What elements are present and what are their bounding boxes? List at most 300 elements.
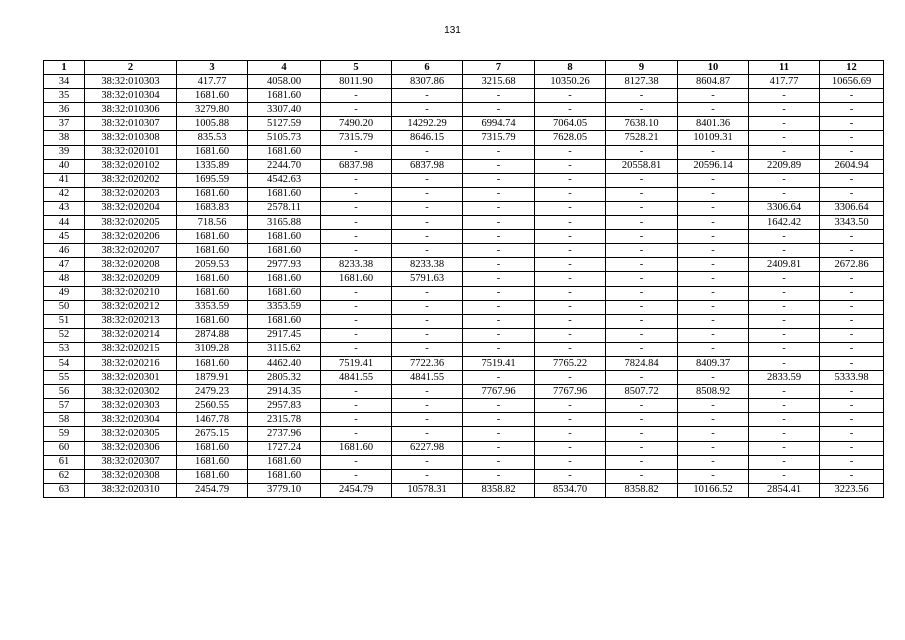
table-cell: -	[392, 469, 463, 483]
table-row	[44, 187, 884, 201]
table-cell: 2874.88	[177, 328, 248, 342]
table-cell: -	[463, 300, 535, 314]
table-cell: -	[463, 230, 535, 244]
table-cell: -	[678, 216, 749, 230]
table-row	[44, 356, 884, 370]
table-cell: -	[463, 187, 535, 201]
table-cell: 61	[44, 455, 85, 469]
table-cell: 40	[44, 159, 85, 173]
table-row	[44, 399, 884, 413]
table-cell: 3279.80	[177, 103, 248, 117]
table-cell: 8401.36	[678, 117, 749, 131]
table-cell: -	[820, 89, 884, 103]
table-cell: 7824.84	[606, 356, 678, 370]
table-cell: -	[749, 427, 820, 441]
table-cell: 1681.60	[177, 272, 248, 286]
table-cell: 1681.60	[248, 272, 321, 286]
table-cell: 55	[44, 371, 85, 385]
table-cell: 50	[44, 300, 85, 314]
table-cell: 2409.81	[749, 258, 820, 272]
column-header: 4	[248, 61, 321, 75]
table-cell: 3109.28	[177, 342, 248, 356]
table-cell: 38:32:020305	[85, 427, 177, 441]
table-cell: -	[820, 173, 884, 187]
table-cell: -	[820, 427, 884, 441]
table-cell: -	[606, 230, 678, 244]
table-cell: -	[678, 441, 749, 455]
table-cell: -	[535, 413, 606, 427]
table-cell: -	[606, 427, 678, 441]
table-cell: -	[321, 216, 392, 230]
table-cell: 38:32:020206	[85, 230, 177, 244]
table-cell: 1681.60	[248, 145, 321, 159]
table-cell: 38	[44, 131, 85, 145]
table-cell: -	[749, 342, 820, 356]
table-cell: -	[678, 455, 749, 469]
table-cell: -	[820, 469, 884, 483]
table-cell: -	[678, 427, 749, 441]
table-row	[44, 103, 884, 117]
table-cell: -	[678, 469, 749, 483]
table-cell: -	[606, 201, 678, 215]
table-cell: 38:32:020210	[85, 286, 177, 300]
table-cell: -	[321, 173, 392, 187]
table-cell: -	[678, 244, 749, 258]
table-cell: 4462.40	[248, 356, 321, 370]
table-cell: 2854.41	[749, 483, 820, 497]
table-row	[44, 216, 884, 230]
table-cell: 2737.96	[248, 427, 321, 441]
table-cell: 10166.52	[678, 483, 749, 497]
table-cell: 1879.91	[177, 371, 248, 385]
table-cell: 1642.42	[749, 216, 820, 230]
table-cell: 38:32:020303	[85, 399, 177, 413]
table-cell: 38:32:020301	[85, 371, 177, 385]
table-cell: -	[606, 244, 678, 258]
table-cell: 1681.60	[177, 286, 248, 300]
table-cell: 7528.21	[606, 131, 678, 145]
table-cell: 6227.98	[392, 441, 463, 455]
table-cell: -	[535, 230, 606, 244]
table-row	[44, 131, 884, 145]
table-cell: 1681.60	[177, 455, 248, 469]
table-cell: 2917.45	[248, 328, 321, 342]
table-cell: -	[535, 469, 606, 483]
table-cell: 2675.15	[177, 427, 248, 441]
table-row	[44, 117, 884, 131]
table-cell: 2560.55	[177, 399, 248, 413]
table-cell: -	[749, 441, 820, 455]
table-cell: -	[820, 230, 884, 244]
table-cell: 7519.41	[321, 356, 392, 370]
table-cell: -	[463, 371, 535, 385]
table-cell: 8508.92	[678, 385, 749, 399]
table-cell: 7315.79	[321, 131, 392, 145]
table-cell: 59	[44, 427, 85, 441]
table-cell: -	[463, 455, 535, 469]
table-cell: 10578.31	[392, 483, 463, 497]
column-header: 2	[85, 61, 177, 75]
table-cell: 8534.70	[535, 483, 606, 497]
table-cell: 7519.41	[463, 356, 535, 370]
column-header: 11	[749, 61, 820, 75]
table-cell: 1681.60	[248, 230, 321, 244]
table-cell: -	[463, 216, 535, 230]
table-cell: -	[678, 89, 749, 103]
table-cell: -	[321, 328, 392, 342]
table-cell: 7638.10	[606, 117, 678, 131]
table-cell: 3223.56	[820, 483, 884, 497]
table-cell: -	[535, 455, 606, 469]
table-cell: -	[820, 117, 884, 131]
table-cell: 38:32:020208	[85, 258, 177, 272]
table-cell: -	[463, 469, 535, 483]
table-cell: -	[535, 328, 606, 342]
table-row	[44, 201, 884, 215]
table-cell: -	[392, 187, 463, 201]
table-cell: -	[321, 427, 392, 441]
table-cell: 10656.69	[820, 75, 884, 89]
table-cell: 1335.89	[177, 159, 248, 173]
table-cell: 1681.60	[177, 89, 248, 103]
table-cell: 7315.79	[463, 131, 535, 145]
table-cell: -	[606, 469, 678, 483]
table-cell: 38:32:020310	[85, 483, 177, 497]
table-cell: -	[321, 230, 392, 244]
table-cell: -	[463, 413, 535, 427]
column-header: 10	[678, 61, 749, 75]
column-header: 8	[535, 61, 606, 75]
table-cell: -	[606, 272, 678, 286]
table-cell: -	[678, 371, 749, 385]
table-cell: 1681.60	[321, 441, 392, 455]
table-cell: 1681.60	[177, 230, 248, 244]
table-cell: 38:32:020308	[85, 469, 177, 483]
table-cell: 38:32:010308	[85, 131, 177, 145]
table-cell: -	[321, 201, 392, 215]
table-cell: 7722.36	[392, 356, 463, 370]
table-cell: -	[678, 201, 749, 215]
table-cell: -	[392, 427, 463, 441]
table-cell: 53	[44, 342, 85, 356]
table-cell: -	[463, 103, 535, 117]
table-cell: -	[463, 173, 535, 187]
table-row	[44, 413, 884, 427]
table-cell: -	[678, 272, 749, 286]
table-cell: -	[535, 89, 606, 103]
table-cell: -	[749, 173, 820, 187]
table-cell: 36	[44, 103, 85, 117]
table-cell: -	[463, 328, 535, 342]
table-cell: 1681.60	[321, 272, 392, 286]
column-header: 5	[321, 61, 392, 75]
table-cell: 8011.90	[321, 75, 392, 89]
table-row	[44, 145, 884, 159]
table-cell: -	[392, 455, 463, 469]
table-cell: 835.53	[177, 131, 248, 145]
table-row	[44, 300, 884, 314]
table-cell: -	[321, 399, 392, 413]
table-cell: 38:32:020207	[85, 244, 177, 258]
table-cell: 52	[44, 328, 85, 342]
table-cell: 3353.59	[177, 300, 248, 314]
table-cell: -	[820, 385, 884, 399]
table-cell: -	[820, 131, 884, 145]
table-cell: -	[535, 342, 606, 356]
column-header: 3	[177, 61, 248, 75]
table-cell: -	[606, 89, 678, 103]
table-cell: 1005.88	[177, 117, 248, 131]
table-cell: 38:32:010307	[85, 117, 177, 131]
table-cell: 60	[44, 441, 85, 455]
table-cell: 3306.64	[820, 201, 884, 215]
table-cell: -	[535, 427, 606, 441]
table-cell: -	[820, 187, 884, 201]
table-cell: 3165.88	[248, 216, 321, 230]
table-cell: 20596.14	[678, 159, 749, 173]
table-cell: -	[321, 342, 392, 356]
table-cell: 2059.53	[177, 258, 248, 272]
table-cell: 37	[44, 117, 85, 131]
column-header: 1	[44, 61, 85, 75]
table-cell: 62	[44, 469, 85, 483]
table-cell: 1681.60	[177, 145, 248, 159]
table-cell: 8507.72	[606, 385, 678, 399]
column-header: 7	[463, 61, 535, 75]
table-cell: -	[321, 89, 392, 103]
table-cell: 20558.81	[606, 159, 678, 173]
table-cell: -	[392, 103, 463, 117]
table-cell: -	[820, 145, 884, 159]
table-cell: -	[392, 413, 463, 427]
table-cell: 6837.98	[321, 159, 392, 173]
table-cell: -	[321, 103, 392, 117]
table-cell: 4841.55	[321, 371, 392, 385]
table-cell: 48	[44, 272, 85, 286]
table-cell: -	[392, 300, 463, 314]
table-row	[44, 173, 884, 187]
table-cell: -	[749, 286, 820, 300]
table-cell: -	[678, 300, 749, 314]
table-cell: 8307.86	[392, 75, 463, 89]
table-cell: 6837.98	[392, 159, 463, 173]
table-cell: 1683.83	[177, 201, 248, 215]
table-row	[44, 328, 884, 342]
table-cell: 38:32:020304	[85, 413, 177, 427]
table-cell: 417.77	[177, 75, 248, 89]
table-cell: 38:32:020204	[85, 201, 177, 215]
table-cell: 58	[44, 413, 85, 427]
table-cell: 47	[44, 258, 85, 272]
table-cell: -	[749, 272, 820, 286]
table-cell: 38:32:010303	[85, 75, 177, 89]
table-cell: 14292.29	[392, 117, 463, 131]
table-cell: -	[820, 399, 884, 413]
table-row	[44, 230, 884, 244]
table-cell: -	[463, 286, 535, 300]
table-cell: -	[463, 145, 535, 159]
table-cell: -	[535, 173, 606, 187]
table-cell: 417.77	[749, 75, 820, 89]
table-cell: 2454.79	[177, 483, 248, 497]
table-cell: -	[820, 300, 884, 314]
table-body	[44, 75, 884, 498]
table-cell: 5127.59	[248, 117, 321, 131]
table-cell: -	[321, 187, 392, 201]
table-cell: -	[678, 230, 749, 244]
table-cell: -	[678, 399, 749, 413]
table-cell: -	[463, 342, 535, 356]
table-cell: -	[321, 385, 392, 399]
table-cell: -	[678, 413, 749, 427]
table-cell: 38:32:020203	[85, 187, 177, 201]
table-cell: -	[606, 328, 678, 342]
table-cell: 1681.60	[248, 455, 321, 469]
table-cell: 2833.59	[749, 371, 820, 385]
table-cell: 1681.60	[177, 314, 248, 328]
table-cell: -	[749, 385, 820, 399]
table-cell: 2805.32	[248, 371, 321, 385]
table-cell: -	[678, 187, 749, 201]
table-cell: 8409.37	[678, 356, 749, 370]
table-row	[44, 469, 884, 483]
table-cell: 5105.73	[248, 131, 321, 145]
table-cell: 38:32:020101	[85, 145, 177, 159]
table-cell: -	[392, 328, 463, 342]
table-cell: -	[820, 314, 884, 328]
table-cell: -	[463, 272, 535, 286]
table-cell: -	[606, 314, 678, 328]
table-cell: 1681.60	[248, 314, 321, 328]
table-cell: 8358.82	[606, 483, 678, 497]
table-row	[44, 371, 884, 385]
table-cell: 45	[44, 230, 85, 244]
table-cell: -	[749, 314, 820, 328]
table-cell: 1681.60	[248, 286, 321, 300]
table-cell: 2977.93	[248, 258, 321, 272]
table-cell: -	[463, 258, 535, 272]
table-cell: 56	[44, 385, 85, 399]
table-cell: -	[535, 314, 606, 328]
table-cell: -	[321, 286, 392, 300]
table-cell: 1681.60	[248, 469, 321, 483]
table-cell: 38:32:010304	[85, 89, 177, 103]
table-cell: -	[321, 455, 392, 469]
table-cell: 57	[44, 399, 85, 413]
table-cell: -	[606, 216, 678, 230]
table-cell: 49	[44, 286, 85, 300]
table-row	[44, 286, 884, 300]
table-cell: 1695.59	[177, 173, 248, 187]
table-cell: -	[749, 356, 820, 370]
table-cell: 10109.31	[678, 131, 749, 145]
table-cell: 43	[44, 201, 85, 215]
table-cell: 4542.63	[248, 173, 321, 187]
table-cell: 8646.15	[392, 131, 463, 145]
table-cell: 3306.64	[749, 201, 820, 215]
table-cell: 38:32:020212	[85, 300, 177, 314]
table-row	[44, 455, 884, 469]
table-cell: 7064.05	[535, 117, 606, 131]
table-cell: -	[535, 103, 606, 117]
table-cell: -	[535, 258, 606, 272]
table-cell: -	[820, 286, 884, 300]
table-cell: 38:32:020307	[85, 455, 177, 469]
table-cell: 8127.38	[606, 75, 678, 89]
column-header: 9	[606, 61, 678, 75]
table-row	[44, 385, 884, 399]
table-cell: 1681.60	[177, 244, 248, 258]
table-cell: 7628.05	[535, 131, 606, 145]
table-cell: -	[678, 103, 749, 117]
table-cell: -	[321, 413, 392, 427]
table-cell: -	[321, 244, 392, 258]
table-cell: 3215.68	[463, 75, 535, 89]
table-cell: 8233.38	[321, 258, 392, 272]
table-cell: -	[749, 399, 820, 413]
table-cell: 38:32:020214	[85, 328, 177, 342]
table-cell: -	[392, 244, 463, 258]
table-cell: 1727.24	[248, 441, 321, 455]
table-row	[44, 159, 884, 173]
table-cell: -	[606, 258, 678, 272]
table-cell: -	[606, 342, 678, 356]
table-cell: 38:32:020306	[85, 441, 177, 455]
table-cell: 718.56	[177, 216, 248, 230]
table-cell: -	[321, 300, 392, 314]
table-cell: 3353.59	[248, 300, 321, 314]
table-cell: -	[535, 272, 606, 286]
table-cell: -	[392, 286, 463, 300]
table-cell: -	[820, 441, 884, 455]
table-cell: 1681.60	[177, 356, 248, 370]
table-cell: 54	[44, 356, 85, 370]
table-cell: -	[392, 342, 463, 356]
table-cell: -	[606, 413, 678, 427]
table-cell: -	[463, 399, 535, 413]
table-cell: 3307.40	[248, 103, 321, 117]
table-cell: 5333.98	[820, 371, 884, 385]
table-cell: 42	[44, 187, 85, 201]
table-cell: -	[535, 244, 606, 258]
table-cell: 3115.62	[248, 342, 321, 356]
table-cell: -	[535, 159, 606, 173]
table-cell: -	[606, 399, 678, 413]
column-header: 12	[820, 61, 884, 75]
table-cell: 3779.10	[248, 483, 321, 497]
table-cell: -	[606, 300, 678, 314]
table-cell: 7767.96	[535, 385, 606, 399]
table-cell: -	[535, 371, 606, 385]
table-cell: 38:32:020209	[85, 272, 177, 286]
table-cell: 1681.60	[248, 89, 321, 103]
header-row	[44, 61, 884, 75]
table-cell: -	[392, 173, 463, 187]
table-row	[44, 427, 884, 441]
table-cell: -	[463, 201, 535, 215]
table-cell: 38:32:020213	[85, 314, 177, 328]
table-cell: -	[749, 455, 820, 469]
table-cell: 2957.83	[248, 399, 321, 413]
table-cell: 4058.00	[248, 75, 321, 89]
table-cell: -	[749, 89, 820, 103]
table-cell: 4841.55	[392, 371, 463, 385]
table-cell: -	[463, 244, 535, 258]
table-cell: 7765.22	[535, 356, 606, 370]
table-cell: 51	[44, 314, 85, 328]
table-cell: -	[749, 469, 820, 483]
table-cell: 2479.23	[177, 385, 248, 399]
